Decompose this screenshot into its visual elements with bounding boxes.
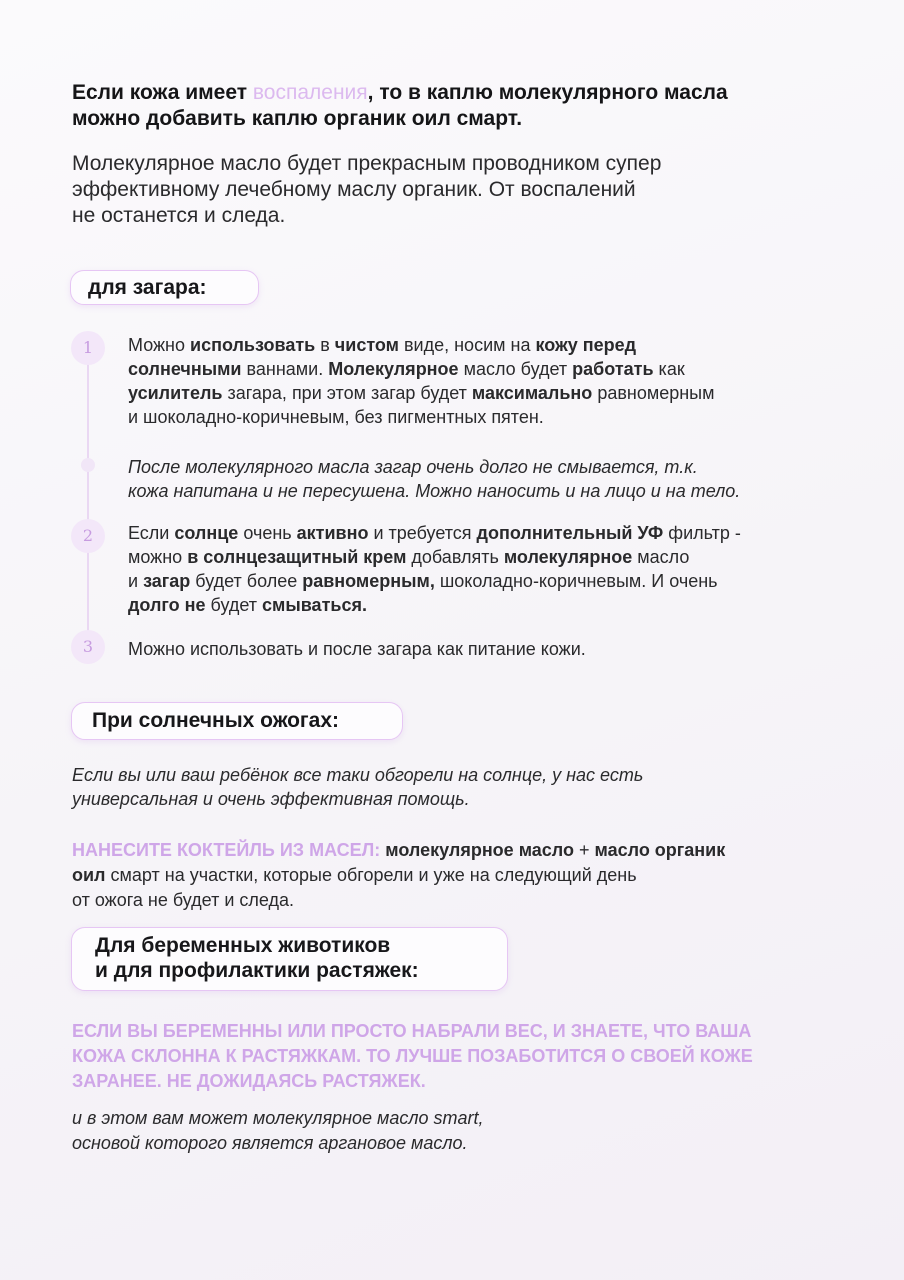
bold-text: использовать: [190, 335, 316, 355]
section-heading-tan: для загара:: [70, 270, 259, 305]
text-segment: и требуется: [368, 523, 477, 543]
cocktail-plus: +: [574, 840, 595, 860]
lead-highlight: воспаления: [252, 81, 368, 104]
text-segment: можно: [128, 547, 188, 567]
cocktail-bold: масло органик: [594, 840, 726, 860]
tan-step-2: [128, 521, 848, 617]
caps-line: КОЖА СКЛОННА К РАСТЯЖКАМ. ТО ЛУЧШЕ ПОЗАБОТИТСЯ О СВОЕЙ КОЖЕ: [72, 1046, 753, 1066]
text-segment: виде, носим на: [398, 335, 536, 355]
text-segment: очень: [238, 523, 297, 543]
section-heading-pregnancy: [71, 927, 508, 991]
note-line: кожа напитана и не пересушена. Можно наносить и на лицо и на тело.: [128, 481, 741, 501]
text-segment: ваннами.: [241, 359, 329, 379]
cocktail-label: НАНЕСИТЕ КОКТЕЙЛЬ ИЗ МАСЕЛ:: [72, 840, 381, 860]
intro-paragraph: [72, 151, 852, 229]
step-number-badge: 2: [71, 519, 105, 553]
text-segment: шоколадно-коричневым. И очень: [434, 571, 718, 591]
caps-line: ЕСЛИ ВЫ БЕРЕМЕННЫ ИЛИ ПРОСТО НАБРАЛИ ВЕС, И ЗНАЕТЕ, ЧТО ВАША: [72, 1021, 752, 1041]
tan-step-1: [128, 333, 848, 429]
lead-text: , то в каплю молекулярного масла: [367, 81, 728, 104]
bold-text: смываться.: [262, 595, 367, 615]
cocktail-bold: оил: [72, 865, 106, 885]
rich-line: [128, 405, 848, 429]
tan-note: [128, 455, 848, 503]
lead-text: Если кожа имеет: [72, 81, 253, 104]
lead-line-1: [72, 80, 852, 106]
text-segment: Если: [128, 523, 175, 543]
rich-line: [128, 521, 848, 545]
intro-line: эффективному лечебному маслу органик. От воспалений: [72, 178, 636, 201]
text-segment: загара, при этом загар будет: [222, 383, 472, 403]
rich-line: [128, 545, 848, 569]
outro-line: основой которого является аргановое масло.: [72, 1133, 468, 1153]
text-segment: как: [653, 359, 685, 379]
text-segment: фильтр -: [663, 523, 741, 543]
bold-text: активно: [296, 523, 369, 543]
lead-line-2: можно добавить каплю органик оил смарт.: [72, 107, 523, 130]
intro-line: не останется и следа.: [72, 204, 286, 227]
rich-line: [128, 593, 848, 617]
bold-text: в солнцезащитный крем: [187, 547, 407, 567]
bold-text: загар: [143, 571, 191, 591]
text-segment: Можно: [128, 335, 190, 355]
cocktail-text: смарт на участки, которые обгорели и уже на следующий день: [105, 865, 637, 885]
bold-text: работать: [572, 359, 654, 379]
text-segment: и: [128, 571, 144, 591]
bold-text: кожу перед: [535, 335, 637, 355]
text-segment: будет: [205, 595, 263, 615]
text-segment: будет более: [190, 571, 303, 591]
cocktail-paragraph: [72, 838, 852, 913]
bold-text: молекулярное: [503, 547, 633, 567]
cocktail-line-1: [72, 838, 852, 863]
cocktail-bold: молекулярное масло: [380, 840, 574, 860]
text-segment: в: [315, 335, 335, 355]
section-heading-burns: При солнечных ожогах:: [71, 702, 403, 740]
tan-step-3: [128, 637, 848, 661]
bold-text: долго не: [128, 595, 206, 615]
bold-text: солнце: [174, 523, 239, 543]
bold-text: усилитель: [128, 383, 223, 403]
note-line: После молекулярного масла загар очень долго не смывается, т.к.: [128, 457, 698, 477]
timeline-line: [87, 352, 89, 649]
timeline-dot: [81, 458, 95, 472]
heading-line: Для беременных животиков: [95, 934, 391, 957]
burns-intro-line: универсальная и очень эффективная помощь.: [72, 789, 470, 809]
text-segment: равномерным: [592, 383, 715, 403]
caps-line: ЗАРАНЕЕ. НЕ ДОЖИДАЯСЬ РАСТЯЖЕК.: [72, 1071, 426, 1091]
heading-line: и для профилактики растяжек:: [95, 959, 419, 982]
text-segment: масло будет: [458, 359, 573, 379]
text-segment: масло: [632, 547, 690, 567]
text-segment: Можно использовать и после загара как питание кожи.: [128, 639, 586, 659]
bold-text: равномерным,: [302, 571, 435, 591]
text-segment: добавлять: [406, 547, 504, 567]
rich-line: [128, 333, 848, 357]
rich-line: [128, 381, 848, 405]
step-number-badge: 1: [71, 331, 105, 365]
cocktail-line-2: [72, 863, 852, 888]
pregnancy-outro: [72, 1106, 852, 1156]
bold-text: дополнительный УФ: [476, 523, 664, 543]
text-segment: и шоколадно-коричневым, без пигментных пятен.: [128, 407, 544, 427]
rich-line: [128, 357, 848, 381]
pregnancy-caps-paragraph: [72, 1019, 852, 1094]
bold-text: Молекулярное: [328, 359, 459, 379]
lead-paragraph: [72, 80, 852, 132]
rich-line: [128, 569, 848, 593]
bold-text: чистом: [334, 335, 399, 355]
rich-line: [128, 637, 848, 661]
bold-text: максимально: [471, 383, 593, 403]
burns-intro: [72, 763, 852, 811]
intro-line: Молекулярное масло будет прекрасным проводником супер: [72, 152, 662, 175]
step-number-badge: 3: [71, 630, 105, 664]
bold-text: солнечными: [128, 359, 242, 379]
outro-line: и в этом вам может молекулярное масло smart,: [72, 1108, 484, 1128]
cocktail-line-3: от ожога не будет и следа.: [72, 890, 295, 910]
burns-intro-line: Если вы или ваш ребёнок все таки обгорели на солнце, у нас есть: [72, 765, 644, 785]
